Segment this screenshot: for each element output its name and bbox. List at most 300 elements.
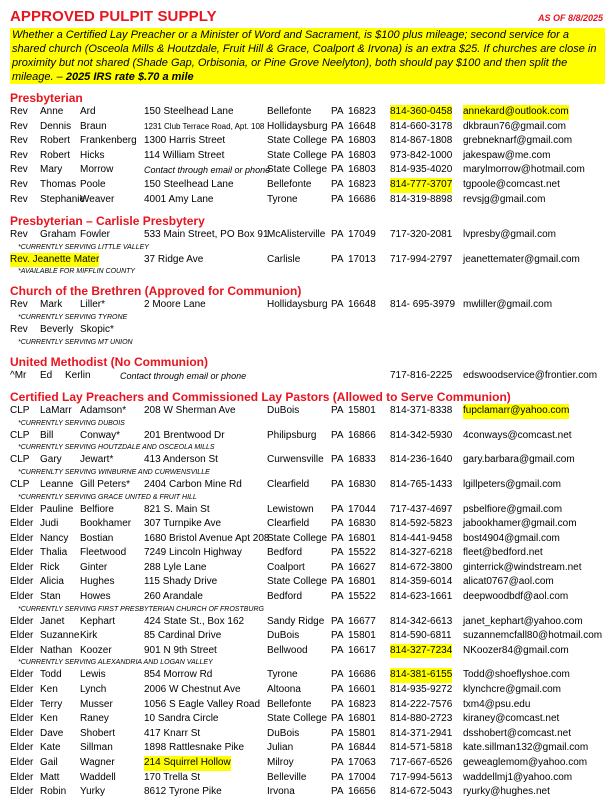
address-cell: 170 Trella St bbox=[144, 771, 201, 783]
address-cell: 10 Sandra Circle bbox=[144, 713, 219, 725]
serving-note: *CURRENTLY SERVING DUBOIS bbox=[18, 419, 125, 427]
address-cell: 821 S. Main St bbox=[144, 503, 210, 515]
last-name-cell: Hughes bbox=[80, 576, 115, 588]
phone-cell: 814-571-5818 bbox=[390, 742, 453, 754]
title-cell: Elder bbox=[10, 615, 34, 627]
document-page bbox=[10, 8, 605, 800]
phone-cell: 814-327-7234 bbox=[390, 644, 452, 659]
last-name-cell: Ginter bbox=[80, 561, 108, 573]
section-heading: Presbyterian – Carlisle Presbytery bbox=[10, 214, 205, 229]
title-cell: Elder bbox=[10, 532, 34, 544]
last-name-cell: Kephart bbox=[80, 615, 116, 627]
last-name-cell: Lynch bbox=[80, 684, 107, 696]
email-cell[interactable]: fleet@bedford.net bbox=[463, 547, 543, 559]
table-row bbox=[10, 741, 605, 756]
last-name-cell: Bookhamer bbox=[80, 518, 132, 530]
zip-cell: 16803 bbox=[348, 164, 376, 176]
last-name-cell: Ard bbox=[80, 106, 96, 117]
state-cell: PA bbox=[331, 591, 344, 603]
first-name-cell: Stan bbox=[40, 591, 61, 603]
last-name-cell: Kirk bbox=[80, 630, 98, 642]
email-cell[interactable]: tgpoole@comcast.net bbox=[463, 178, 560, 190]
zip-cell: 16823 bbox=[348, 106, 376, 117]
serving-note: *CURRENTLY SERVING LITTLE VALLEY bbox=[18, 243, 149, 251]
email-cell[interactable]: jakespaw@me.com bbox=[463, 149, 551, 161]
email-cell[interactable]: ginterrick@windstream.net bbox=[463, 561, 582, 573]
email-cell[interactable]: deepwoodbdf@aol.com bbox=[463, 591, 569, 603]
first-name-cell: Alicia bbox=[40, 576, 64, 588]
address-cell: 413 Anderson St bbox=[144, 454, 218, 466]
first-name-cell: Leanne bbox=[40, 478, 74, 490]
first-name-cell: Rick bbox=[40, 561, 60, 573]
table-row bbox=[10, 532, 605, 547]
section-heading: Presbyterian bbox=[10, 91, 83, 105]
title-cell: Elder bbox=[10, 698, 34, 710]
address-cell: 1898 Rattlesnake Pike bbox=[144, 742, 245, 754]
city-cell: Belleville bbox=[267, 771, 307, 783]
zip-cell: 17004 bbox=[348, 771, 376, 783]
email-cell[interactable]: lgillpeters@gmail.com bbox=[463, 478, 561, 490]
city-cell: Bellwood bbox=[267, 644, 308, 656]
email-cell[interactable]: kate.sillman132@gmail.com bbox=[463, 742, 589, 754]
table-row bbox=[10, 561, 605, 576]
address-cell: 150 Steelhead Lane bbox=[144, 106, 234, 117]
first-name-cell: Dave bbox=[40, 727, 64, 739]
state-cell: PA bbox=[331, 757, 344, 768]
state-cell: PA bbox=[331, 120, 344, 132]
email-cell[interactable]: geweaglemom@yahoo.com bbox=[463, 757, 588, 768]
address-cell: 901 N 9th Street bbox=[144, 644, 217, 656]
title-cell: CLP bbox=[10, 405, 30, 417]
serving-note: *CURRENTLY SERVING TYRONE bbox=[18, 313, 128, 321]
zip-cell: 16627 bbox=[348, 561, 376, 573]
email-cell[interactable]: gary.barbara@gmail.com bbox=[463, 454, 575, 466]
email-cell[interactable]: ryurky@hughes.net bbox=[463, 786, 550, 798]
table-row bbox=[10, 590, 605, 605]
address-cell: 114 William Street bbox=[144, 149, 225, 161]
title-cell: CLP bbox=[10, 429, 30, 441]
email-cell[interactable]: janet_kephart@yahoo.com bbox=[463, 615, 583, 627]
last-name-cell: Braun bbox=[80, 120, 107, 132]
state-cell: PA bbox=[331, 253, 344, 265]
state-cell: PA bbox=[331, 576, 344, 588]
state-cell: PA bbox=[331, 193, 344, 205]
last-name-cell: Wagner bbox=[80, 757, 115, 768]
first-name-cell: Beverly bbox=[40, 323, 74, 335]
phone-cell: 814-935-4020 bbox=[390, 164, 453, 176]
email-cell[interactable]: suzannemcfall80@hotmail.com bbox=[463, 630, 603, 642]
city-cell: Hollidaysburg bbox=[267, 299, 328, 311]
zip-cell: 15801 bbox=[348, 727, 376, 739]
phone-cell: 814- 695-3979 bbox=[390, 299, 456, 311]
state-cell: PA bbox=[331, 149, 344, 161]
city-cell: Hollidaysburg bbox=[267, 120, 328, 132]
table-row bbox=[10, 298, 605, 313]
last-name-cell: Bostian bbox=[80, 532, 114, 544]
last-name-cell: Koozer bbox=[80, 644, 112, 656]
address-cell: 150 Steelhead Lane bbox=[144, 178, 234, 190]
address-cell: 208 W Sherman Ave bbox=[144, 405, 236, 417]
state-cell: PA bbox=[331, 561, 344, 573]
phone-cell: 814-359-6014 bbox=[390, 576, 453, 588]
address-cell: 288 Lyle Lane bbox=[144, 561, 207, 573]
address-cell: 1056 S Eagle Valley Road bbox=[144, 698, 261, 710]
first-name-cell: Janet bbox=[40, 615, 65, 627]
email-cell[interactable]: dsshobert@comcast.net bbox=[463, 727, 571, 739]
as-of-date: AS OF 8/8/2025 bbox=[537, 13, 603, 23]
phone-cell: 814-672-5043 bbox=[390, 786, 453, 798]
city-cell: State College bbox=[267, 532, 328, 544]
email-cell[interactable]: kiraney@comcast.net bbox=[463, 713, 560, 725]
table-row bbox=[10, 615, 605, 630]
first-name-cell: Bill bbox=[40, 429, 54, 441]
first-name-cell: Matt bbox=[40, 771, 60, 783]
address-cell: 424 State St., Box 162 bbox=[144, 615, 245, 627]
section bbox=[10, 355, 605, 384]
zip-cell: 16686 bbox=[348, 193, 376, 205]
phone-cell: 814-441-9458 bbox=[390, 532, 453, 544]
phone-cell: 814-371-8338 bbox=[390, 405, 453, 417]
state-cell: PA bbox=[331, 615, 344, 627]
phone-cell: 814-592-5823 bbox=[390, 518, 453, 530]
table-row bbox=[10, 727, 605, 742]
zip-cell: 16801 bbox=[348, 713, 376, 725]
first-name-cell: Anne bbox=[40, 106, 64, 117]
state-cell: PA bbox=[331, 630, 344, 642]
first-name-cell: Robert bbox=[40, 135, 71, 147]
last-name-cell: Jewart* bbox=[80, 454, 114, 466]
phone-cell: 814-381-6155 bbox=[390, 668, 452, 683]
first-name-cell: Stephanie bbox=[40, 193, 86, 205]
last-name-cell: Sillman bbox=[80, 742, 113, 754]
rate-notice-text: Whether a Certified Lay Preacher or a Minister of Word and Sacrament, is $100 plus mileage; second service for a shared church (Osceola Mills & Houtzdale, Fruit Hill & Grace, Coalport & Irvona) is an extra $25. If churches are close in proximity but not shared (Shade Gap, Orbisonia, or Pine Grove Neelyton), both should pay $100 and then split the mileage. – bbox=[12, 29, 597, 83]
title-cell: Rev bbox=[10, 299, 28, 311]
section-heading: United Methodist (No Communion) bbox=[10, 354, 208, 369]
title-cell: Elder bbox=[10, 518, 34, 530]
phone-cell: 717-320-2081 bbox=[390, 229, 453, 241]
city-cell: Clearfield bbox=[267, 478, 310, 490]
last-name-cell: Poole bbox=[80, 178, 106, 190]
first-name-cell: Dennis bbox=[40, 120, 72, 132]
serving-note: *CURRENTLY SERVING GRACE UNITED & FRUIT HILL bbox=[18, 493, 197, 501]
first-name-cell: Gary bbox=[40, 454, 62, 466]
phone-cell: 814-342-5930 bbox=[390, 429, 453, 441]
city-cell: Tyrone bbox=[267, 193, 298, 205]
address-cell: 417 Knarr St bbox=[144, 727, 201, 739]
zip-cell: 16830 bbox=[348, 478, 376, 490]
email-cell[interactable]: lvpresby@gmail.com bbox=[463, 229, 556, 241]
state-cell: PA bbox=[331, 503, 344, 515]
table-row bbox=[10, 163, 605, 178]
first-name-cell: Kate bbox=[40, 742, 61, 754]
email-cell[interactable]: fupclamarr@yahoo.com bbox=[463, 404, 569, 419]
phone-cell: 717-816-2225 bbox=[390, 369, 453, 381]
city-cell: Bellefonte bbox=[267, 178, 312, 190]
email-cell[interactable]: grebneknarf@gmail.com bbox=[463, 135, 573, 147]
state-cell: PA bbox=[331, 429, 344, 441]
zip-cell: 16656 bbox=[348, 786, 376, 798]
city-cell: State College bbox=[267, 149, 328, 161]
city-cell: DuBois bbox=[267, 727, 300, 739]
state-cell: PA bbox=[331, 713, 344, 725]
city-cell: Carlisle bbox=[267, 253, 301, 265]
table-row bbox=[10, 756, 605, 771]
city-cell: State College bbox=[267, 576, 328, 588]
serving-note: *CURRENLTY SERVING WINBURNE AND CURWENSVILLE bbox=[18, 468, 210, 476]
title-cell: Rev bbox=[10, 106, 28, 117]
last-name-cell: Conway* bbox=[80, 429, 121, 441]
city-cell: State College bbox=[267, 135, 328, 147]
header bbox=[10, 8, 605, 26]
email-cell[interactable]: revsjg@gmail.com bbox=[463, 193, 546, 205]
title-cell: Elder bbox=[10, 644, 34, 656]
state-cell: PA bbox=[331, 135, 344, 147]
first-name-cell: Robin bbox=[40, 786, 67, 798]
zip-cell: 16823 bbox=[348, 698, 376, 710]
last-name-cell: Gill Peters* bbox=[80, 478, 131, 490]
title-cell: Elder bbox=[10, 630, 34, 642]
email-cell[interactable]: annekard@outlook.com bbox=[463, 105, 569, 120]
table-row bbox=[10, 120, 605, 135]
title-cell: Elder bbox=[10, 771, 34, 783]
address-cell: Contact through email or phone bbox=[144, 165, 271, 176]
title-cell: Elder bbox=[10, 591, 34, 603]
zip-cell: 16686 bbox=[348, 669, 376, 681]
table-row bbox=[10, 503, 605, 518]
title-cell: Elder bbox=[10, 757, 34, 768]
email-cell[interactable]: bost4904@gmail.com bbox=[463, 532, 560, 544]
table-row bbox=[10, 517, 605, 532]
first-name-cell: Suzanne bbox=[40, 630, 80, 642]
table-row bbox=[10, 134, 605, 149]
rate-notice bbox=[10, 28, 605, 84]
title-cell: CLP bbox=[10, 454, 30, 466]
title-cell: Rev. Jeanette Mater bbox=[10, 253, 99, 268]
last-name-cell: Morrow bbox=[80, 164, 114, 176]
first-name-cell: Gail bbox=[40, 757, 58, 768]
city-cell: Coalport bbox=[267, 561, 305, 573]
city-cell: Bedford bbox=[267, 547, 303, 559]
first-name-cell: Robert bbox=[40, 149, 71, 161]
address-cell: 8612 Tyrone Pike bbox=[144, 786, 222, 798]
address-cell: 1300 Harris Street bbox=[144, 135, 226, 147]
address-cell: 37 Ridge Ave bbox=[144, 253, 204, 265]
email-cell[interactable]: waddellmj1@yahoo.com bbox=[463, 771, 573, 783]
first-name-cell: Thomas bbox=[40, 178, 77, 190]
address-cell: 1680 Bristol Avenue Apt 208 bbox=[144, 532, 270, 544]
zip-cell: 16648 bbox=[348, 299, 376, 311]
last-name-cell: Skopic* bbox=[80, 323, 114, 335]
table-row bbox=[10, 429, 605, 444]
section bbox=[10, 284, 605, 347]
last-name-cell: Adamson* bbox=[80, 405, 127, 417]
state-cell: PA bbox=[331, 405, 344, 417]
phone-cell: 814-777-3707 bbox=[390, 178, 452, 193]
zip-cell: 16601 bbox=[348, 684, 376, 696]
last-name-cell: Musser bbox=[80, 698, 113, 710]
email-cell[interactable]: txm4@psu.edu bbox=[463, 698, 531, 710]
email-cell[interactable]: jeanettemater@gmail.com bbox=[463, 253, 580, 265]
phone-cell: 814-935-9272 bbox=[390, 684, 453, 696]
phone-cell: 717-667-6526 bbox=[390, 757, 453, 768]
last-name-cell: Lewis bbox=[80, 669, 106, 681]
serving-note: *CURRENTLY SERVING ALEXANDRIA AND LOGAN VALLEY bbox=[18, 659, 213, 667]
title-cell: ^Mr bbox=[10, 369, 27, 381]
address-cell: 854 Morrow Rd bbox=[144, 669, 213, 681]
city-cell: Tyrone bbox=[267, 669, 298, 681]
first-name-cell: Graham bbox=[40, 229, 77, 241]
first-name-cell: Nancy bbox=[40, 532, 69, 544]
state-cell: PA bbox=[331, 106, 344, 117]
state-cell: PA bbox=[331, 727, 344, 739]
irs-rate: 2025 IRS rate $.70 a mile bbox=[65, 71, 194, 83]
title-cell: Elder bbox=[10, 561, 34, 573]
phone-cell: 814-623-1661 bbox=[390, 591, 453, 603]
city-cell: McAlisterville bbox=[267, 229, 326, 241]
email-cell[interactable]: 4conways@comcast.net bbox=[463, 429, 572, 441]
table-row bbox=[10, 193, 605, 208]
zip-cell: 16844 bbox=[348, 742, 376, 754]
address-cell: 2404 Carbon Mine Rd bbox=[144, 478, 242, 490]
email-cell[interactable]: NKoozer84@gmail.com bbox=[463, 644, 569, 656]
zip-cell: 16801 bbox=[348, 532, 376, 544]
address-cell: 4001 Amy Lane bbox=[144, 193, 214, 205]
phone-cell: 814-765-1433 bbox=[390, 478, 453, 490]
table-row bbox=[10, 228, 605, 243]
section bbox=[10, 390, 605, 800]
zip-cell: 17063 bbox=[348, 757, 376, 768]
phone-cell: 717-994-5613 bbox=[390, 771, 453, 783]
email-cell[interactable]: dkbraun76@gmail.com bbox=[463, 120, 566, 132]
last-name-cell: Howes bbox=[80, 591, 111, 603]
first-name-cell: Mark bbox=[40, 299, 63, 311]
city-cell: Irvona bbox=[267, 786, 295, 798]
title-cell: Elder bbox=[10, 713, 34, 725]
city-cell: State College bbox=[267, 713, 328, 725]
address-cell: 214 Squirrel Hollow bbox=[144, 756, 231, 771]
table-row bbox=[10, 404, 605, 419]
email-cell[interactable]: alicat0767@aol.com bbox=[463, 576, 554, 588]
city-cell: Bellefonte bbox=[267, 698, 312, 710]
state-cell: PA bbox=[331, 698, 344, 710]
zip-cell: 16803 bbox=[348, 135, 376, 147]
phone-cell: 814-360-0458 bbox=[390, 105, 452, 120]
title-cell: Elder bbox=[10, 503, 34, 515]
title-cell: Elder bbox=[10, 727, 34, 739]
last-name-cell: Fowler bbox=[80, 229, 111, 241]
state-cell: PA bbox=[331, 518, 344, 530]
zip-cell: 17044 bbox=[348, 503, 376, 515]
phone-cell: 814-236-1640 bbox=[390, 454, 453, 466]
zip-cell: 16803 bbox=[348, 149, 376, 161]
address-cell: 201 Brentwood Dr bbox=[144, 429, 225, 441]
title-cell: Rev bbox=[10, 164, 28, 176]
first-name-cell: Todd bbox=[40, 669, 62, 681]
title-cell: Elder bbox=[10, 576, 34, 588]
title-cell: Elder bbox=[10, 786, 34, 798]
address-cell: 533 Main Street, PO Box 91 bbox=[144, 229, 269, 241]
phone-cell: 814-590-6811 bbox=[390, 630, 452, 642]
state-cell: PA bbox=[331, 454, 344, 466]
section bbox=[10, 91, 605, 207]
email-cell[interactable]: mwliller@gmail.com bbox=[463, 299, 553, 311]
first-name-cell: Terry bbox=[40, 698, 63, 710]
serving-note: *AVAILABLE FOR MIFFLIN COUNTY bbox=[18, 268, 136, 276]
city-cell: Sandy Ridge bbox=[267, 615, 325, 627]
zip-cell: 15522 bbox=[348, 591, 376, 603]
last-name-cell: Weaver bbox=[80, 193, 115, 205]
last-name-cell: Frankenberg bbox=[80, 135, 137, 147]
serving-note: *CURRENTLY SERVING MT UNION bbox=[18, 338, 133, 346]
phone-cell: 973-842-1000 bbox=[390, 149, 453, 161]
state-cell: PA bbox=[331, 786, 344, 798]
table-row bbox=[10, 105, 605, 120]
first-name-cell: LaMarr bbox=[40, 405, 72, 417]
phone-cell: 717-437-4697 bbox=[390, 503, 453, 515]
email-cell[interactable]: marylmorrow@hotmail.com bbox=[463, 164, 585, 176]
address-cell: 260 Arandale bbox=[144, 591, 203, 603]
address-cell: Contact through email or phone bbox=[120, 370, 247, 381]
city-cell: Altoona bbox=[267, 684, 301, 696]
phone-cell: 814-342-6613 bbox=[390, 615, 453, 627]
serving-note: *CURRENTLY SERVING HOUTZDALE AND OSCEOLA MILLS bbox=[18, 444, 215, 452]
phone-cell: 814-327-6218 bbox=[390, 547, 453, 559]
zip-cell: 17049 bbox=[348, 229, 376, 241]
email-cell[interactable]: Todd@shoeflyshoe.com bbox=[463, 669, 570, 681]
table-row bbox=[10, 575, 605, 590]
table-row bbox=[10, 698, 605, 713]
state-cell: PA bbox=[331, 229, 344, 241]
first-name-cell: Nathan bbox=[40, 644, 73, 656]
table-row bbox=[10, 149, 605, 164]
email-cell[interactable]: psbelfiore@gmail.com bbox=[463, 503, 563, 515]
table-row bbox=[10, 644, 605, 659]
zip-cell: 17013 bbox=[348, 253, 376, 265]
zip-cell: 16648 bbox=[348, 120, 376, 132]
email-cell[interactable]: edswoodservice@frontier.com bbox=[463, 369, 598, 381]
table-row bbox=[10, 629, 605, 644]
zip-cell: 16866 bbox=[348, 429, 376, 441]
title-cell: Rev bbox=[10, 229, 28, 241]
title-cell: Rev bbox=[10, 135, 28, 147]
last-name-cell: Belfiore bbox=[80, 503, 114, 515]
table-row bbox=[10, 178, 605, 193]
zip-cell: 16830 bbox=[348, 518, 376, 530]
table-row bbox=[10, 323, 605, 338]
city-cell: State College bbox=[267, 164, 328, 176]
last-name-cell: Shobert bbox=[80, 727, 116, 739]
table-row bbox=[10, 785, 605, 800]
title-cell: Elder bbox=[10, 547, 34, 559]
address-cell: 7249 Lincoln Highway bbox=[144, 547, 242, 559]
email-cell[interactable]: klynchcre@gmail.com bbox=[463, 684, 561, 696]
zip-cell: 16801 bbox=[348, 576, 376, 588]
table-row bbox=[10, 668, 605, 683]
phone-cell: 814-660-3178 bbox=[390, 120, 453, 132]
address-cell: 307 Turnpike Ave bbox=[144, 518, 222, 530]
address-cell: 1231 Club Terrace Road, Apt. 108 bbox=[144, 121, 265, 131]
state-cell: PA bbox=[331, 669, 344, 681]
address-cell: 2 Moore Lane bbox=[144, 299, 206, 311]
phone-cell: 717-994-2797 bbox=[390, 253, 453, 265]
phone-cell: 814-319-8898 bbox=[390, 193, 453, 205]
zip-cell: 16823 bbox=[348, 178, 376, 190]
state-cell: PA bbox=[331, 771, 344, 783]
city-cell: Bedford bbox=[267, 591, 303, 603]
table-row bbox=[10, 478, 605, 493]
city-cell: Julian bbox=[267, 742, 294, 754]
email-cell[interactable]: jabookhamer@gmail.com bbox=[463, 518, 577, 530]
